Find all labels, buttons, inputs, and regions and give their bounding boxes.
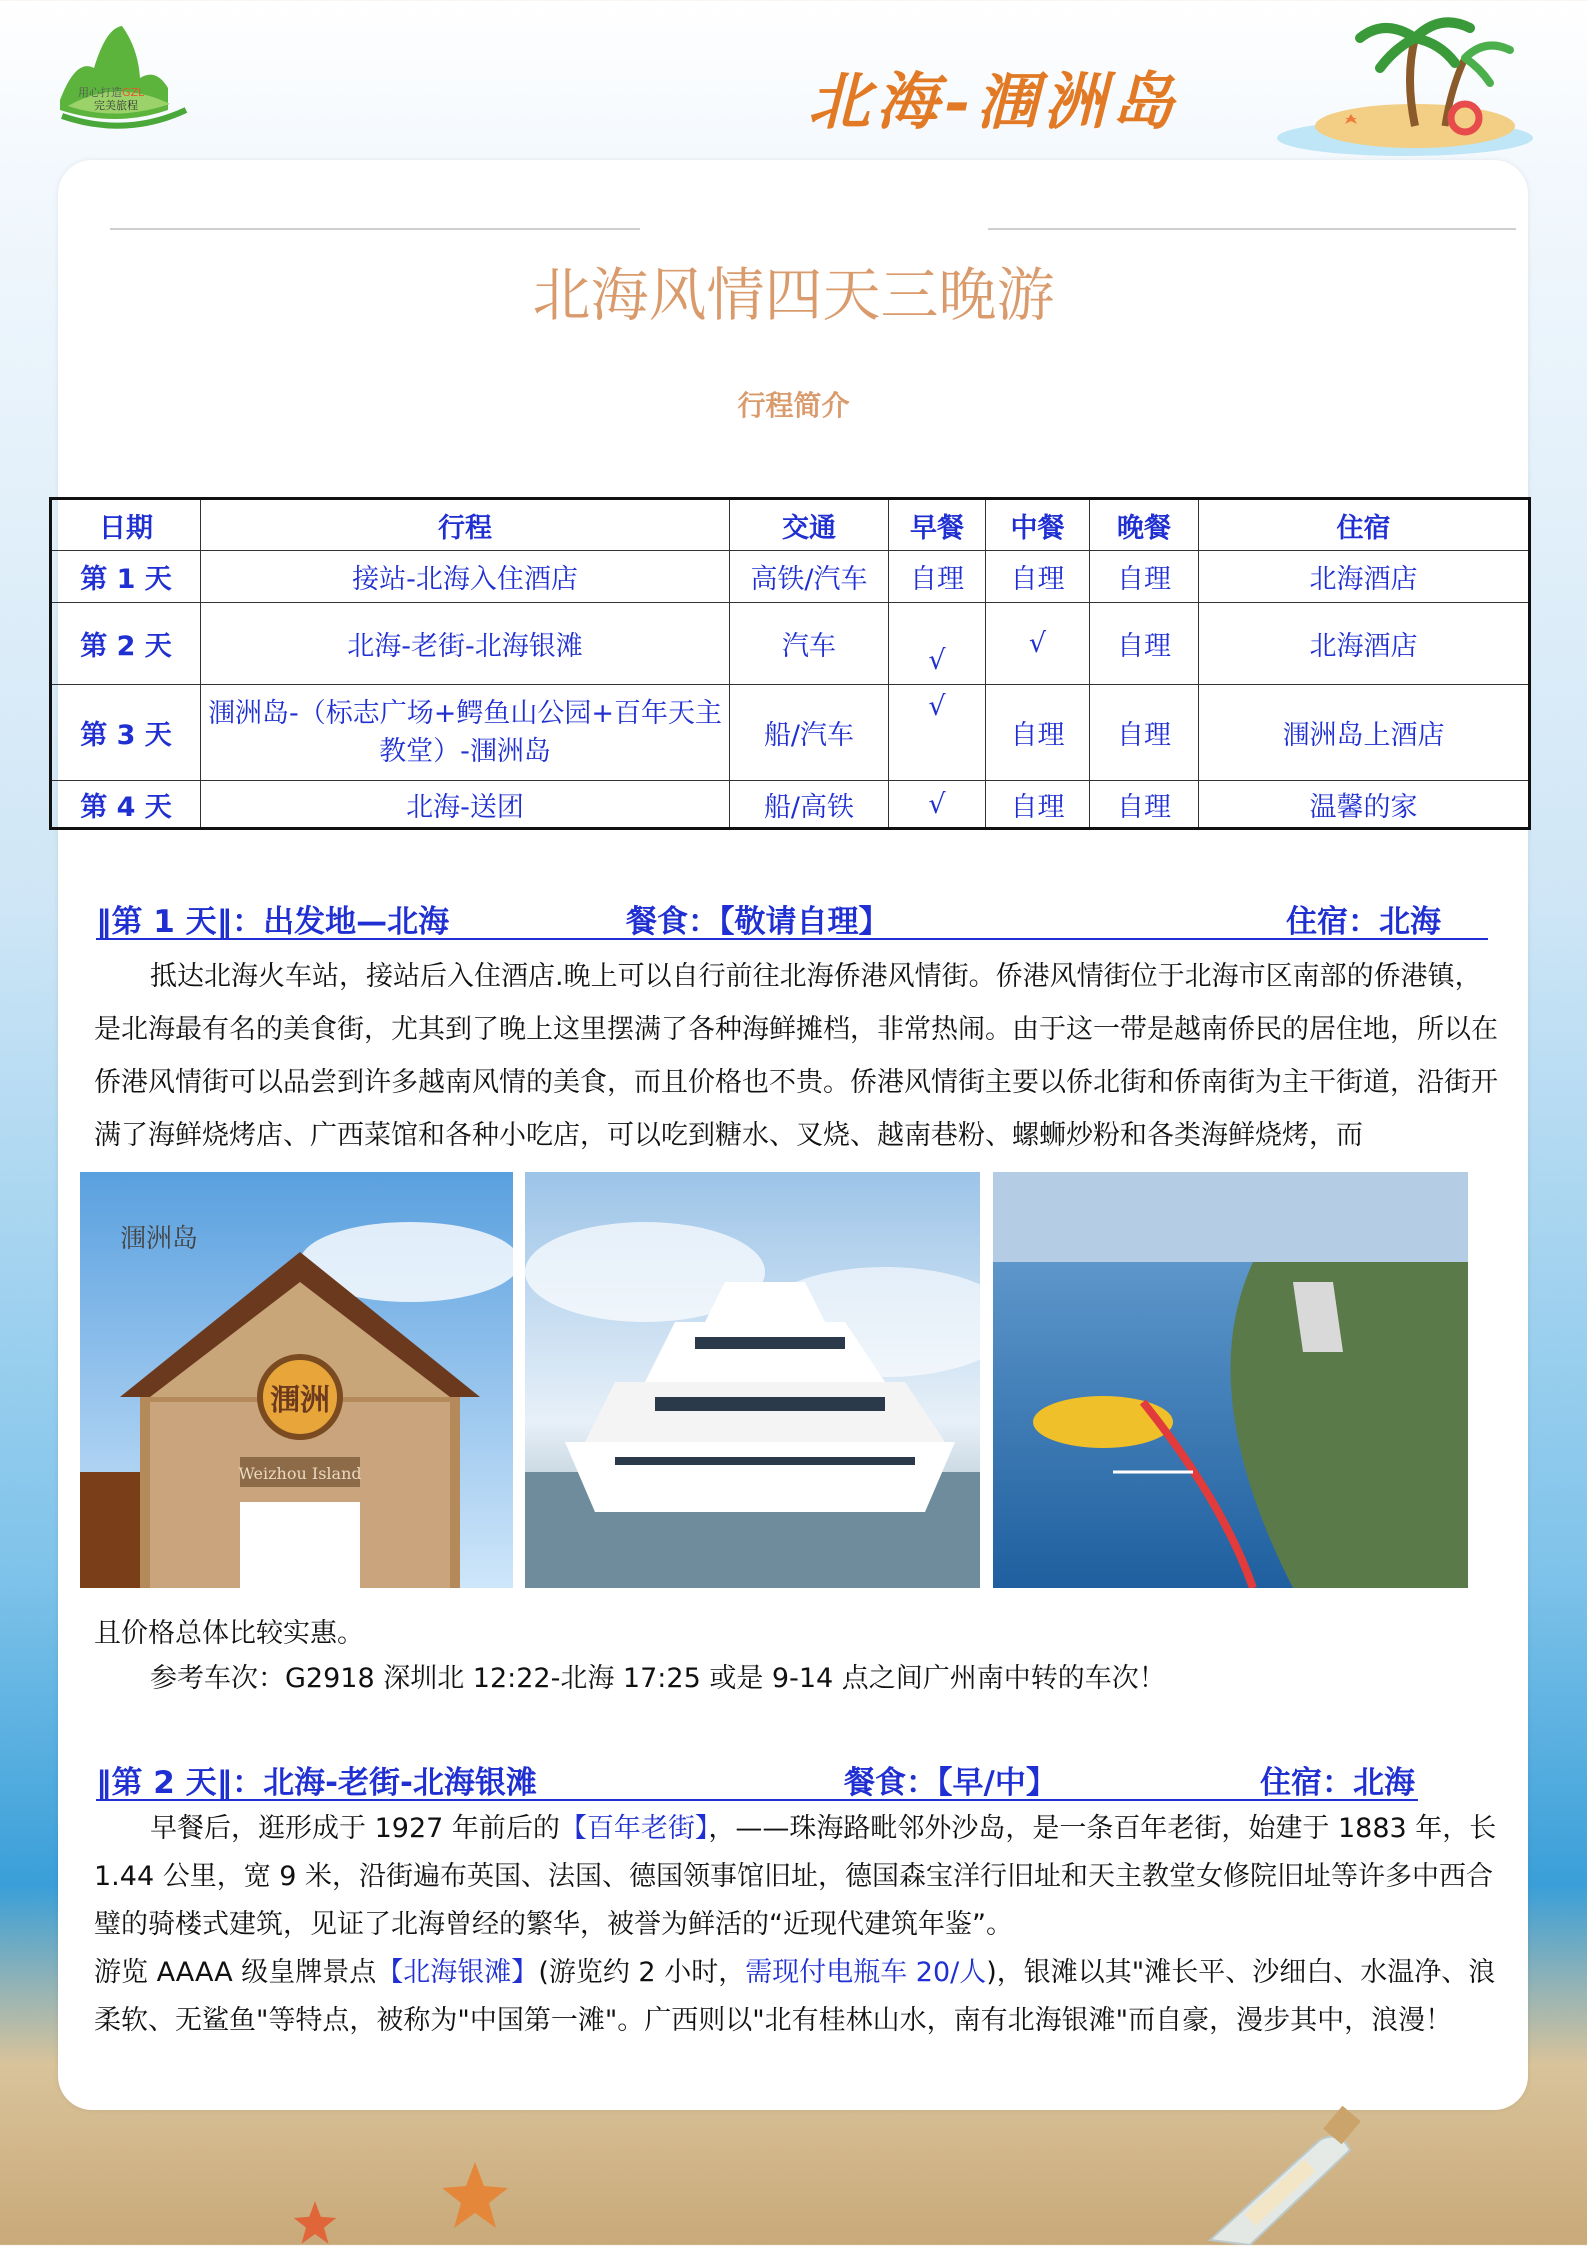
highlight-silver-beach: 【北海银滩】	[376, 1957, 539, 1988]
cell-route: 涠洲岛-（标志广场+鳄鱼山公园+百年天主教堂）-涠洲岛	[201, 685, 730, 781]
cell-dinner: 自理	[1090, 685, 1199, 781]
col-route: 行程	[201, 499, 730, 551]
cell-day: 第 3 天	[51, 685, 201, 781]
day2-header	[96, 1757, 1418, 1801]
message-bottle-illustration	[1180, 2100, 1360, 2245]
cell-dinner: 自理	[1090, 551, 1199, 603]
cell-day: 第 2 天	[51, 603, 201, 685]
title-divider-right	[988, 228, 1516, 230]
day1-meal: 餐食：【敬请自理】	[626, 904, 890, 940]
starfish-icon	[440, 2160, 510, 2234]
day2-text-1c: ，——珠海路毗邻外沙岛，是一条百年老街，始建于 1883 年，长 1.44 公里，宽 9 米，沿街遍布英国、法国、德国领事馆旧址，德国森宝洋行旧址和天主教堂女修院旧址等许多中西合璧的骑楼式建筑，见证了北海曾经的繁华，被誉为鲜活的“近现代建筑年鉴”。	[94, 1813, 1497, 1940]
day2-stay: 住宿：北海	[1260, 1765, 1415, 1801]
table-row	[51, 685, 1530, 781]
section-subtitle: 行程简介	[737, 389, 850, 422]
cell-lunch: 自理	[986, 551, 1090, 603]
col-hotel: 住宿	[1199, 499, 1530, 551]
cell-hotel: 北海酒店	[1199, 551, 1530, 603]
cell-lunch: 自理	[986, 685, 1090, 781]
photo-tag: 涠洲岛	[120, 1224, 199, 1254]
col-date: 日期	[51, 499, 201, 551]
logo	[56, 18, 206, 138]
photo-sign: 涠洲	[270, 1383, 330, 1418]
cell-transport: 汽车	[730, 603, 889, 685]
photo-aerial-coast	[993, 1172, 1468, 1588]
day1-stay: 住宿：北海	[1286, 904, 1441, 940]
cell-day: 第 1 天	[51, 551, 201, 603]
col-dinner: 晚餐	[1090, 499, 1199, 551]
page-title: 北海风情四天三晚游	[532, 261, 1055, 329]
day2-title: ‖第 2 天‖：北海-老街-北海银滩	[96, 1765, 537, 1801]
day1-title: ‖第 1 天‖：出发地—北海	[96, 904, 450, 940]
cell-dinner: 自理	[1090, 603, 1199, 685]
col-lunch: 中餐	[986, 499, 1090, 551]
cell-lunch: √	[986, 603, 1090, 685]
title-divider-left	[110, 228, 640, 230]
day1-paragraph	[94, 950, 1506, 1162]
cell-hotel: 北海酒店	[1199, 603, 1530, 685]
highlight-cart-fee: 需现付电瓶车 20/人	[745, 1957, 987, 1988]
day2-text-2c: (游览约 2 小时，	[538, 1957, 746, 1988]
day2-text-1	[94, 1805, 1506, 1949]
table-row	[51, 551, 1530, 603]
day1-continued	[94, 1607, 1506, 1705]
cell-route: 北海-送团	[201, 781, 730, 829]
photo-weizhou-gate	[80, 1172, 513, 1588]
table-row	[51, 603, 1530, 685]
cell-route: 接站-北海入住酒店	[201, 551, 730, 603]
photo-ferry	[525, 1172, 980, 1588]
palm-island-illustration	[1265, 8, 1535, 158]
cell-breakfast: √	[889, 781, 986, 829]
cell-day: 第 4 天	[51, 781, 201, 829]
cell-breakfast: √	[889, 603, 986, 685]
starfish-icon	[290, 2200, 340, 2249]
banner-title: 北海-涠洲岛	[808, 65, 1180, 138]
photo-sign-en: Weizhou Island	[238, 1464, 362, 1483]
cell-lunch: 自理	[986, 781, 1090, 829]
itinerary-table	[49, 497, 1531, 830]
day2-text-2e: )，银滩以其"滩长平、沙细白、水温净、浪柔软、无鲨鱼"等特点，被称为"中国第一滩"。广西则以"北有桂林山水，南有北海银滩"而自豪，漫步其中，浪漫！	[94, 1957, 1496, 2036]
day2-text-2	[94, 1949, 1506, 2045]
day1-header	[96, 896, 1488, 940]
cell-route: 北海-老街-北海银滩	[201, 603, 730, 685]
cell-dinner: 自理	[1090, 781, 1199, 829]
cell-transport: 船/汽车	[730, 685, 889, 781]
logo-line-1: 用心打造	[78, 86, 122, 99]
col-breakfast: 早餐	[889, 499, 986, 551]
table-header-row	[51, 499, 1530, 551]
logo-slogan	[78, 86, 144, 112]
cell-breakfast: √	[889, 685, 986, 781]
day1-text: 抵达北海火车站，接站后入住酒店.晚上可以自行前往北海侨港风情街。侨港风情街位于北海市区南部的侨港镇，是北海最有名的美食街，尤其到了晚上这里摆满了各种海鲜摊档，非常热闹。由于这一带是越南侨民的居住地，所以在侨港风情街可以品尝到许多越南风情的美食，而且价格也不贵。侨港风情街主要以侨北街和侨南街为主干街道，沿街开满了海鲜烧烤店、广西菜馆和各种小吃店，可以吃到糖水、叉烧、越南巷粉、螺蛳炒粉和各类海鲜烧烤，而	[94, 961, 1498, 1151]
day2-meal: 餐食：【早/中】	[844, 1765, 1057, 1801]
highlight-old-street: 【百年老街】	[559, 1813, 709, 1844]
cell-breakfast: 自理	[889, 551, 986, 603]
day1-text-end: 且价格总体比较实惠。	[94, 1618, 364, 1649]
day2-text-1a: 早餐后，逛形成于 1927 年前后的	[150, 1813, 560, 1844]
logo-brand: GZL	[122, 86, 145, 99]
table-row	[51, 781, 1530, 829]
day2-paragraph	[94, 1805, 1506, 2045]
cell-hotel: 温馨的家	[1199, 781, 1530, 829]
col-transport: 交通	[730, 499, 889, 551]
cell-hotel: 涠洲岛上酒店	[1199, 685, 1530, 781]
cell-transport: 船/高铁	[730, 781, 889, 829]
logo-line-2: 完美旅程	[94, 99, 138, 112]
cell-transport: 高铁/汽车	[730, 551, 889, 603]
day1-train-info: 参考车次：G2918 深圳北 12:22-北海 17:25 或是 9-14 点之间广州南中转的车次！	[150, 1663, 1166, 1694]
day2-text-2a: 游览 AAAA 级皇牌景点	[94, 1957, 377, 1988]
